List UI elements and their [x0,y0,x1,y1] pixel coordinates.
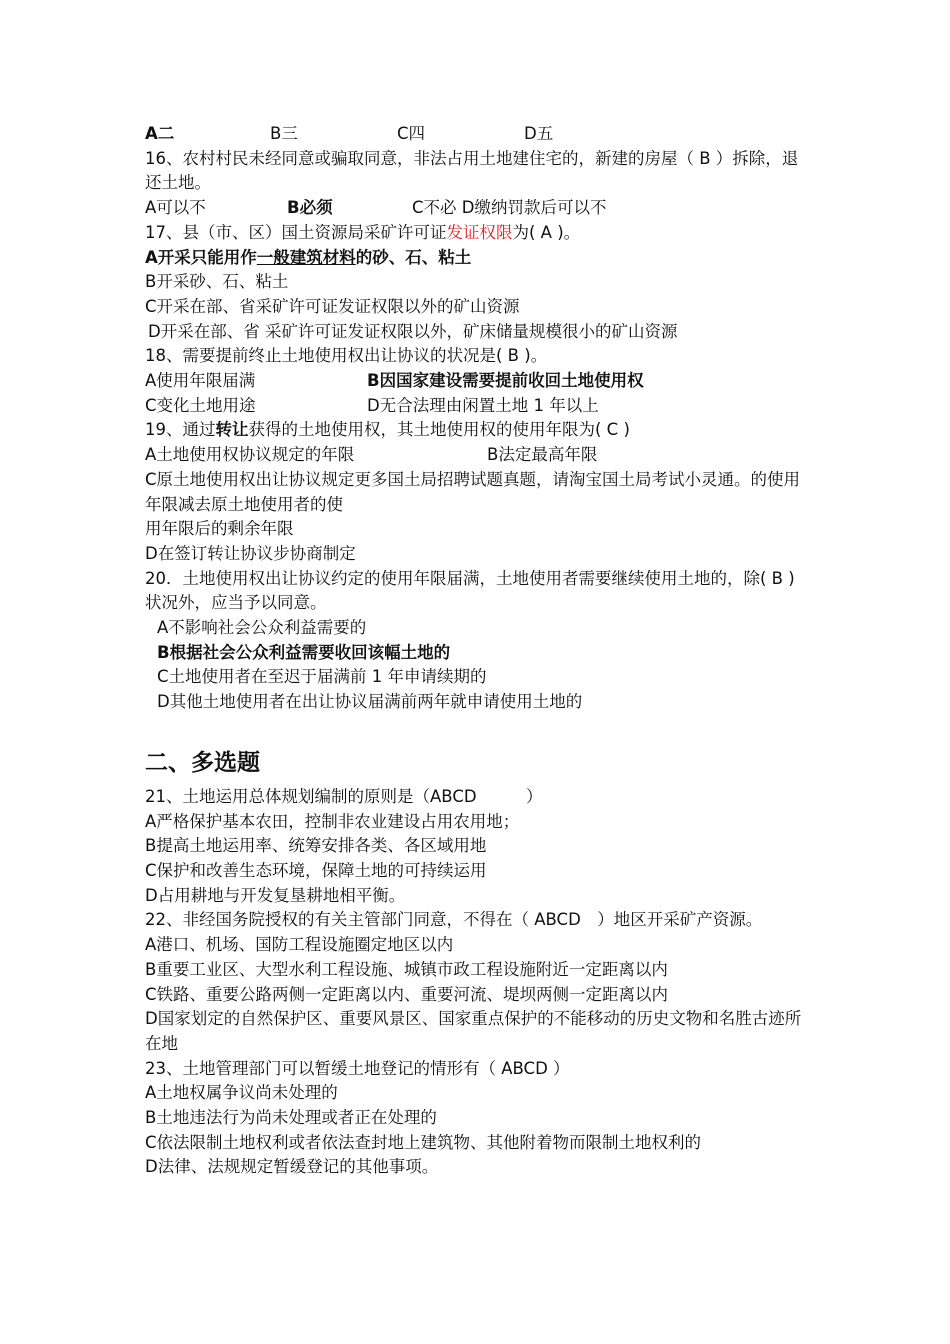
q18-options-row1 [145,369,810,394]
q18-option-d: D无合法理由闲置土地 1 年以上 [367,395,599,415]
q21-option-b: B提高土地运用率、统筹安排各类、各区域用地 [145,836,487,856]
q19-question-post: 获得的土地使用权，其土地使用权的使用年限为( C ) [248,420,630,440]
q17-option-a-underlined: 一般建筑材料 [256,247,356,267]
q19-option-d: D在签订转让协议步协商制定 [145,543,356,563]
q22-option-c: C铁路、重要公路两侧一定距离以内、重要河流、堤坝两侧一定距离以内 [145,984,669,1004]
q17-question-highlight: 发证权限 [446,222,513,242]
q22-option-b: B重要工业区、大型水利工程设施、城镇市政工程设施附近一定距离以内 [145,959,668,979]
q16-option-d: D缴纳罚款后可以不 [461,198,607,218]
q17-option-b: B开采砂、石、粘土 [145,272,289,292]
q21-option-c: C保护和改善生态环境，保障土地的可持续运用 [145,860,487,880]
q16-question: 16、农村村民未经同意或骗取同意，非法占用土地建住宅的，新建的房屋（ B ）拆除，退还土地。 [145,148,799,193]
q23-option-c: C依法限制土地权利或者依法查封地上建筑物、其他附着物而限制土地权利的 [145,1132,702,1152]
q18-options-row2 [145,394,810,419]
q17-option-a [145,246,810,271]
q17-option-a-post: 的砂、石、粘土 [355,247,472,267]
q20-option-d: D其他土地使用者在出让协议届满前两年就申请使用土地的 [157,692,583,712]
q17-option-c: C开采在部、省采矿许可证发证权限以外的矿山资源 [145,296,520,316]
q20-option-c: C土地使用者在至迟于届满前 1 年申请续期的 [157,667,487,687]
q17-question [145,221,810,246]
q19-option-c-cont: 用年限后的剩余年限 [145,519,294,539]
q23-question: 23、土地管理部门可以暂缓土地登记的情形有（ ABCD ） [145,1058,570,1078]
q18-question: 18、需要提前终止土地使用权出让协议的状况是( B )。 [145,346,548,366]
q19-question-bold: 转让 [215,420,249,440]
q22-option-a: A港口、机场、国防工程设施圈定地区以内 [145,935,454,955]
q23-option-d: D法律、法规规定暂缓登记的其他事项。 [145,1157,439,1177]
q20-question: 20．土地使用权出让协议约定的使用年限届满，土地使用者需要继续使用土地的，除( B )状况外，应当予以同意。 [145,568,795,613]
q23-option-b: B土地违法行为尚未处理或者正在处理的 [145,1108,437,1128]
q17-question-pre: 17、县（市、区）国土资源局采矿许可证 [145,222,447,242]
q23-option-a: A土地权属争议尚未处理的 [145,1083,338,1103]
q19-options-row1 [145,443,810,468]
q19-option-c: C原土地使用权出让协议规定更多国土局招聘试题真题，请淘宝国土局考试小灵通。的使用年限减去原土地使用者的使 [145,469,801,514]
q21-option-d: D占用耕地与开发复垦耕地相平衡。 [145,885,406,905]
q20-option-b: B根据社会公众利益需要收回该幅土地的 [157,642,451,662]
q16-option-b: B必须 [287,198,333,218]
q16-options [145,196,810,221]
q17-option-d: D开采在部、省 采矿许可证发证权限以外，矿床储量规模很小的矿山资源 [148,321,678,341]
q15-option-d: D五 [524,124,554,143]
q15-option-c: C四 [397,124,426,143]
q18-option-b: B因国家建设需要提前收回土地使用权 [367,371,644,391]
q15-option-a: A二 [145,124,175,143]
document-page [145,122,810,1180]
q21-question: 21、土地运用总体规划编制的原则是（ABCD ） [145,786,543,806]
q19-option-a: A土地使用权协议规定的年限 [145,445,355,465]
section-heading-multiple-choice: 二、多选题 [145,749,260,776]
q21-option-a: A严格保护基本农田，控制非农业建设占用农用地； [145,811,520,831]
q16-option-c: C不必 [412,198,457,218]
q22-option-d: D国家划定的自然保护区、重要风景区、国家重点保护的不能移动的历史文物和名胜古迹所在地 [145,1009,802,1053]
q19-question-pre: 19、通过 [145,420,216,440]
q15-options [145,122,810,147]
q22-question: 22、非经国务院授权的有关主管部门同意，不得在（ ABCD ）地区开采矿产资源。 [145,910,763,930]
q20-option-a: A不影响社会公众利益需要的 [157,618,367,638]
q19-option-b: B法定最高年限 [487,445,598,465]
q15-option-b: B三 [270,124,298,143]
q18-option-c: C变化土地用途 [145,395,256,415]
q18-option-a: A使用年限届满 [145,371,256,391]
q19-question [145,418,810,443]
q17-question-post: 为( A )。 [512,222,581,242]
q17-option-a-pre: A开采只能用作 [145,247,257,267]
q16-option-a: A可以不 [145,198,206,218]
